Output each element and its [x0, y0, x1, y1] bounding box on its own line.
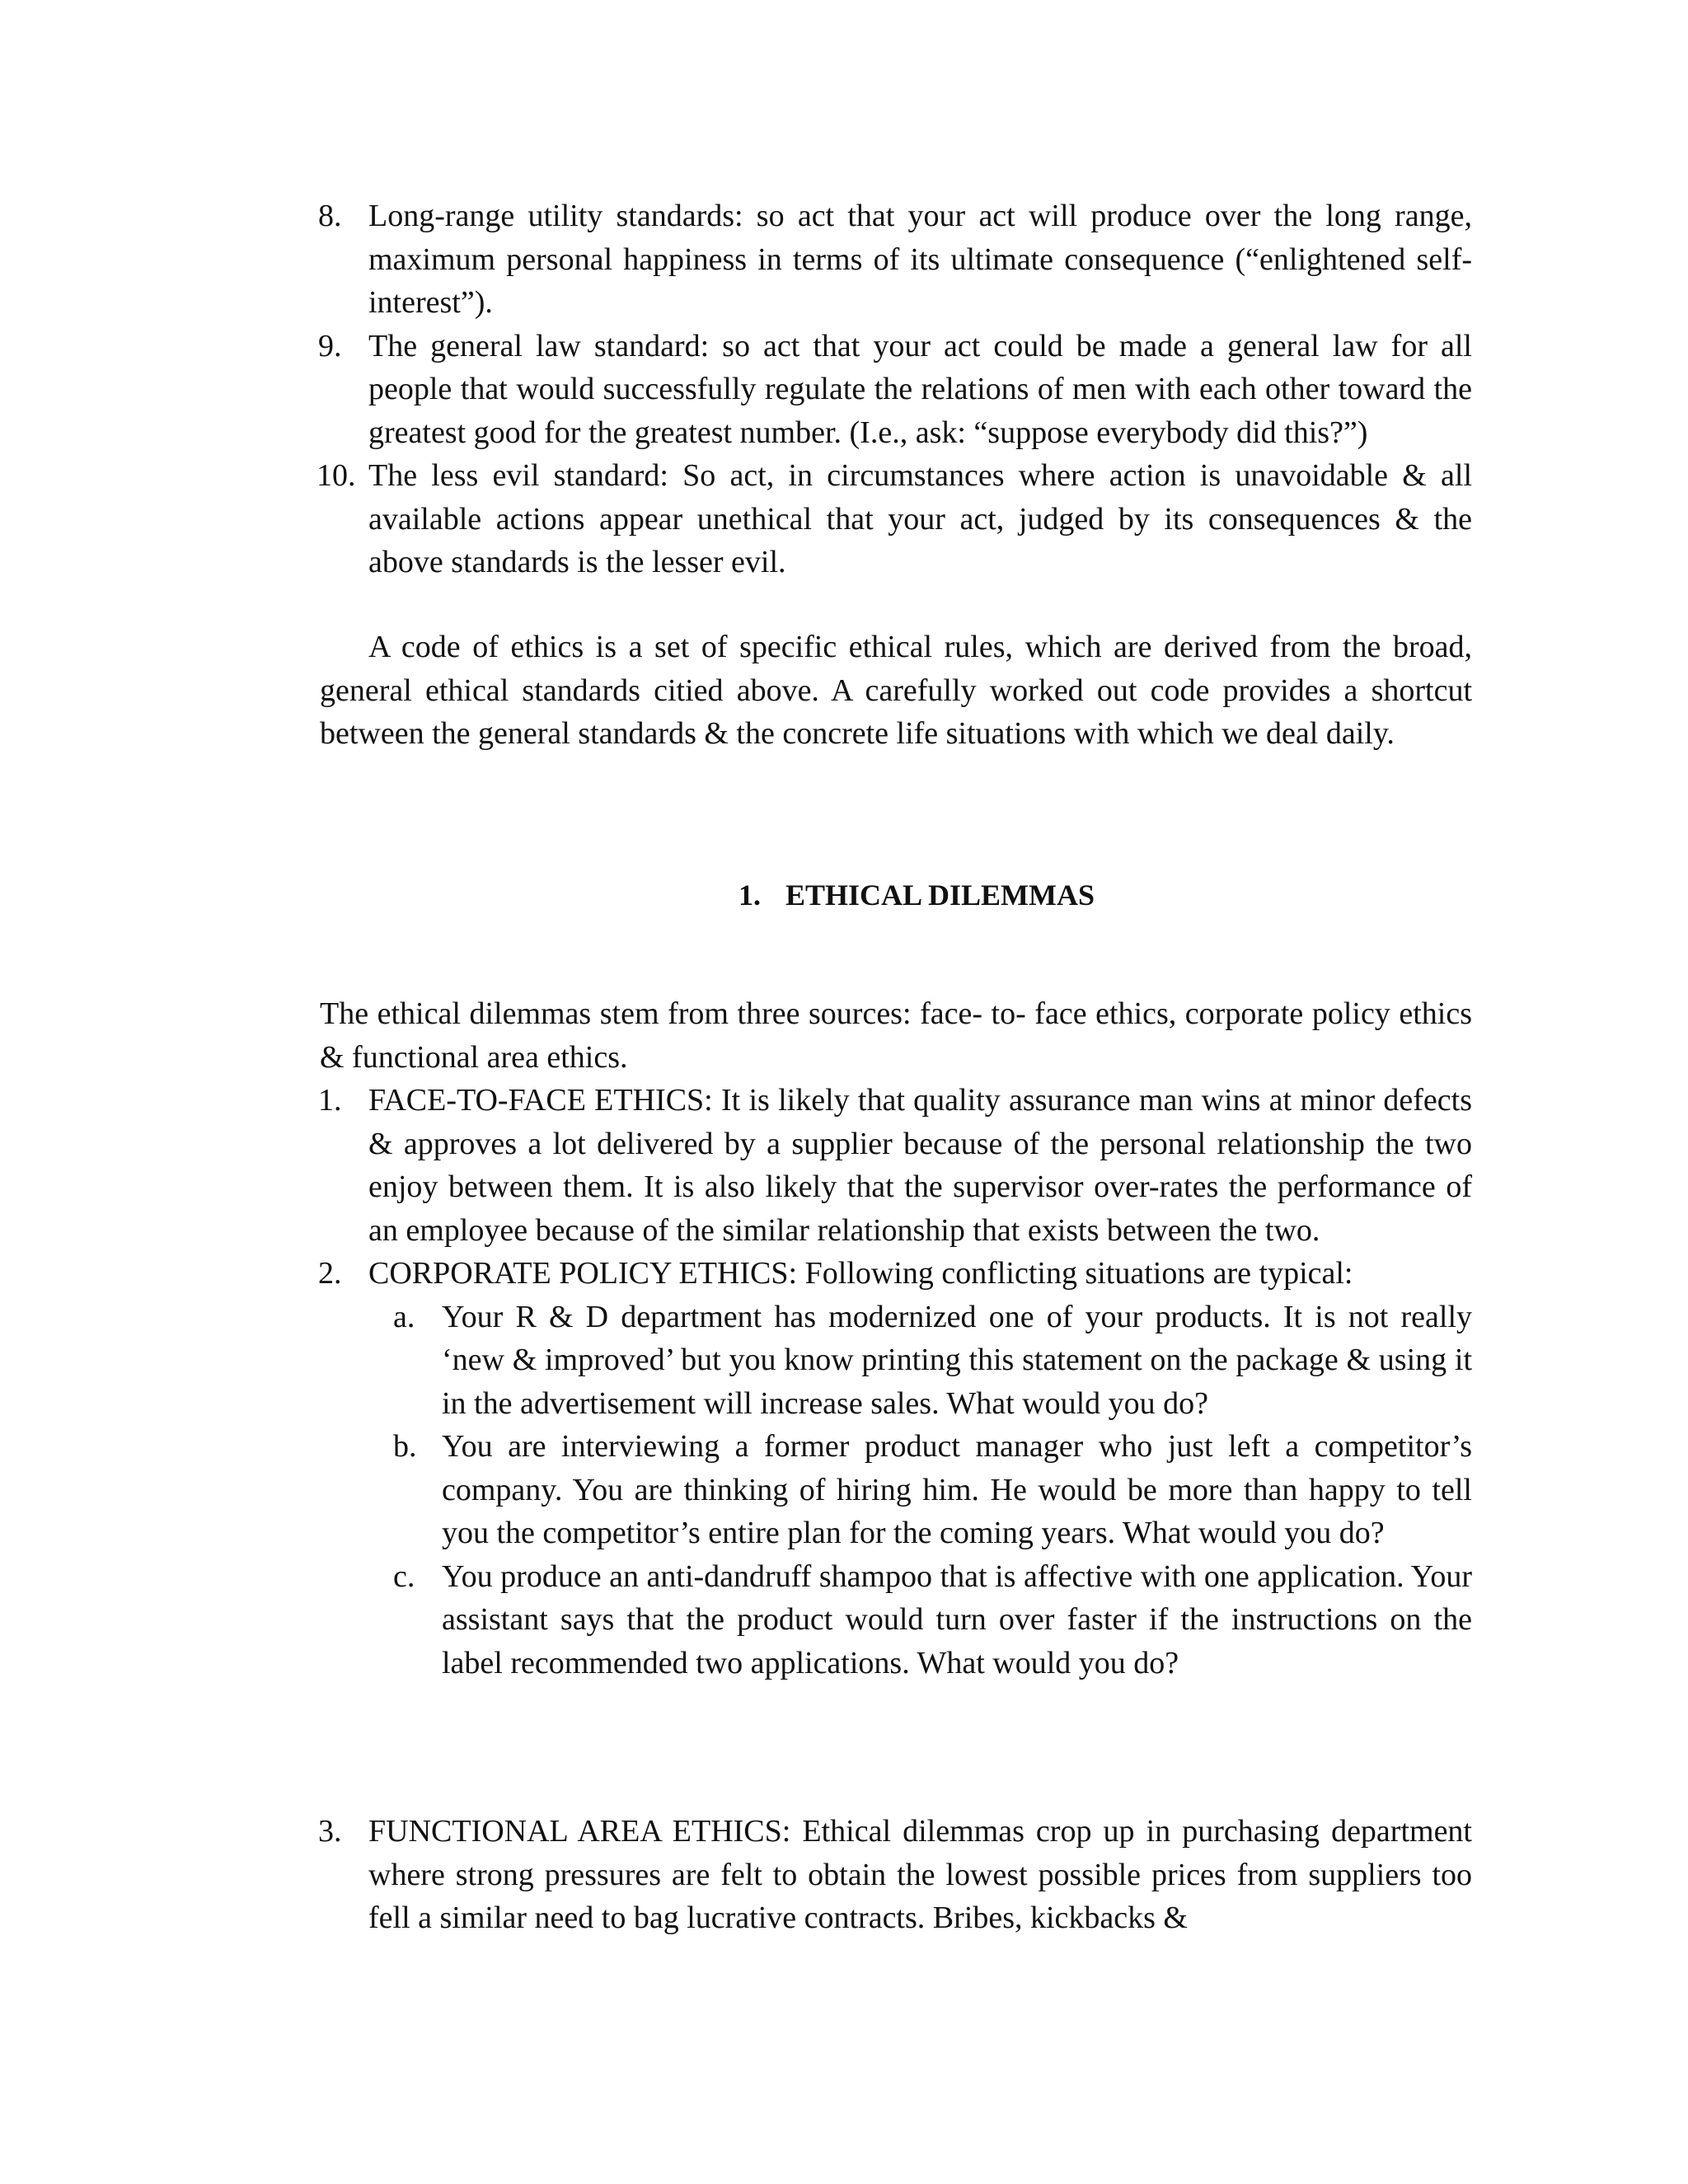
- dilemma-item-1: [320, 1079, 1472, 1252]
- section-heading: [73, 874, 1688, 916]
- item-number: 2.: [318, 1256, 342, 1291]
- item-number: 10.: [316, 458, 356, 493]
- dilemma-item-2: [320, 1252, 1472, 1296]
- sub-item-letter: a.: [393, 1299, 415, 1334]
- item-text: FUNCTIONAL AREA ETHICS: Ethical dilemmas crop up in purchasing department where strong pressures are felt to obtain the lowest possible prices from suppliers too fell a similar need to bag lucrative contracts. Bribes, kickbacks &: [368, 1814, 1472, 1935]
- sub-item-text: Your R & D department has modernized one of your products. It is not really ‘new & improved’ but you know printing this statement on the package & using it in the advertisement will increase sales. What would you do?: [442, 1299, 1472, 1421]
- corporate-policy-sublist: [393, 1296, 1472, 1685]
- section-number: 1.: [738, 879, 761, 912]
- standard-item-8: [320, 194, 1472, 325]
- sub-item-c: [393, 1555, 1472, 1685]
- item-number: 3.: [318, 1814, 342, 1849]
- item-text: The less evil standard: So act, in circumstances where action is unavoidable & all available actions appear unethical that your act, judged by its consequences & the above standards is the lesser evil.: [368, 458, 1472, 579]
- sub-item-text: You are interviewing a former product manager who just left a competitor’s company. You are thinking of hiring him. He would be more than happy to tell you the competitor’s entire plan for the coming years. What would you do?: [442, 1429, 1472, 1550]
- item-text: Long-range utility standards: so act that your act will produce over the long range, maximum personal happiness in terms of its ultimate consequence (“enlightened self-interest”).: [368, 199, 1472, 320]
- item-text: CORPORATE POLICY ETHICS: Following conflicting situations are typical:: [368, 1256, 1353, 1291]
- sub-item-a: [393, 1296, 1472, 1426]
- standard-item-9: [320, 325, 1472, 455]
- item-number: 9.: [318, 328, 342, 363]
- sub-item-letter: c.: [393, 1558, 415, 1594]
- item-text: FACE-TO-FACE ETHICS: It is likely that quality assurance man wins at minor defects & approves a lot delivered by a supplier because of the personal relationship the two enjoy between them. It is also likely that the supervisor over-rates the performance of an employee because of the similar relationship that exists between the two.: [368, 1083, 1472, 1248]
- sub-item-b: [393, 1425, 1472, 1555]
- dilemmas-intro: The ethical dilemmas stem from three sources: face- to- face ethics, corporate policy ethics & functional area ethics.: [320, 996, 1472, 1075]
- sub-item-letter: b.: [393, 1429, 417, 1464]
- dilemma-item-3-block: [320, 1810, 1472, 1940]
- item-text: The general law standard: so act that your act could be made a general law for all people that would successfully regulate the relations of men with each other toward the greatest good for the greatest number. (I.e., ask: “suppose everybody did this?”): [368, 328, 1472, 450]
- sub-item-text: You produce an anti-dandruff shampoo that is affective with one application. Your assistant says that the product would turn over faster if the instructions on the label recommended two applications. What would you do?: [442, 1558, 1472, 1680]
- code-of-ethics-paragraph: A code of ethics is a set of specific ethical rules, which are derived from the broad, general ethical standards citied above. A carefully worked out code provides a shortcut between the general standards & the concrete life situations with which we deal daily.: [320, 630, 1472, 751]
- standard-item-10: [316, 454, 1472, 584]
- section-title: ETHICAL DILEMMAS: [785, 879, 1095, 912]
- item-number: 8.: [318, 199, 342, 233]
- standards-list: [316, 194, 1472, 584]
- item-number: 1.: [318, 1083, 342, 1118]
- dilemmas-section: [320, 992, 1472, 1685]
- dilemma-item-3: [320, 1810, 1472, 1940]
